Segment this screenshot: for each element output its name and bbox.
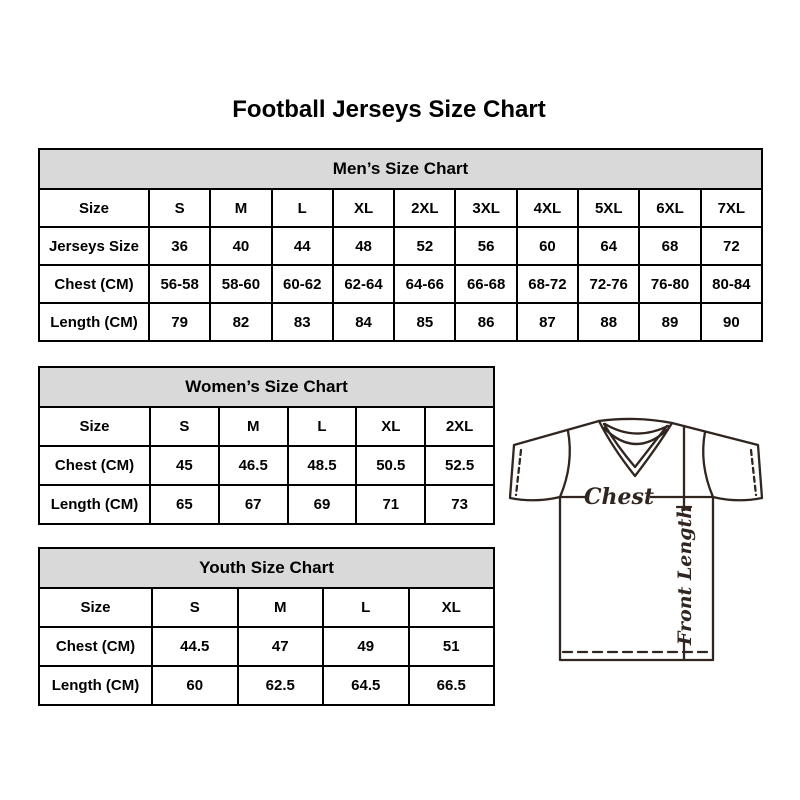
table-row: [39, 227, 762, 265]
value-cell: 67: [219, 485, 288, 524]
value-cell: L: [272, 189, 333, 227]
row-label-cell: Jerseys Size: [39, 227, 149, 265]
value-cell: 51: [409, 627, 495, 666]
value-cell: 3XL: [455, 189, 516, 227]
value-cell: 7XL: [701, 189, 762, 227]
table-row: [39, 588, 494, 627]
table-header-row: [39, 149, 762, 189]
table-row: [39, 485, 494, 524]
value-cell: M: [219, 407, 288, 446]
value-cell: M: [238, 588, 324, 627]
value-cell: 64: [578, 227, 639, 265]
value-cell: 76-80: [639, 265, 700, 303]
womens-size-chart-section: [38, 366, 495, 525]
value-cell: 60: [517, 227, 578, 265]
table-title: Men’s Size Chart: [39, 149, 762, 189]
value-cell: 80-84: [701, 265, 762, 303]
value-cell: 50.5: [356, 446, 425, 485]
value-cell: 56: [455, 227, 516, 265]
table-row: [39, 303, 762, 341]
right-cuff-stitch-line: [751, 450, 756, 495]
value-cell: 86: [455, 303, 516, 341]
value-cell: 72: [701, 227, 762, 265]
value-cell: 60: [152, 666, 238, 705]
left-armhole-seam: [560, 431, 570, 497]
value-cell: 64.5: [323, 666, 409, 705]
jersey-measurement-diagram: [506, 414, 766, 666]
row-label-cell: Size: [39, 588, 152, 627]
value-cell: 90: [701, 303, 762, 341]
value-cell: 44: [272, 227, 333, 265]
value-cell: 84: [333, 303, 394, 341]
page-title: Football Jerseys Size Chart: [232, 96, 546, 123]
table-title: Youth Size Chart: [39, 548, 494, 588]
value-cell: 83: [272, 303, 333, 341]
value-cell: S: [149, 189, 210, 227]
value-cell: 6XL: [639, 189, 700, 227]
youth-size-table: [38, 547, 495, 706]
table-row: [39, 265, 762, 303]
table-row: [39, 627, 494, 666]
row-label-cell: Size: [39, 407, 150, 446]
row-label-cell: Chest (CM): [39, 446, 150, 485]
value-cell: 66.5: [409, 666, 495, 705]
value-cell: 40: [210, 227, 271, 265]
value-cell: 64-66: [394, 265, 455, 303]
value-cell: 71: [356, 485, 425, 524]
value-cell: 56-58: [149, 265, 210, 303]
value-cell: XL: [333, 189, 394, 227]
value-cell: 65: [150, 485, 219, 524]
row-label-cell: Chest (CM): [39, 627, 152, 666]
value-cell: 4XL: [517, 189, 578, 227]
value-cell: L: [323, 588, 409, 627]
value-cell: 2XL: [394, 189, 455, 227]
row-label-cell: Length (CM): [39, 666, 152, 705]
jersey-outline: [510, 419, 762, 660]
value-cell: 48: [333, 227, 394, 265]
youth-size-chart-section: [38, 547, 495, 706]
value-cell: 5XL: [578, 189, 639, 227]
value-cell: 44.5: [152, 627, 238, 666]
collar-back-curve-1: [605, 424, 668, 434]
row-label-cell: Length (CM): [39, 303, 149, 341]
value-cell: 87: [517, 303, 578, 341]
value-cell: XL: [409, 588, 495, 627]
value-cell: 82: [210, 303, 271, 341]
value-cell: M: [210, 189, 271, 227]
front-length-label: Front Length: [674, 504, 696, 646]
value-cell: 88: [578, 303, 639, 341]
value-cell: 47: [238, 627, 324, 666]
value-cell: S: [150, 407, 219, 446]
value-cell: 85: [394, 303, 455, 341]
row-label-cell: Size: [39, 189, 149, 227]
value-cell: 36: [149, 227, 210, 265]
value-cell: 73: [425, 485, 494, 524]
table-header-row: [39, 367, 494, 407]
value-cell: 68: [639, 227, 700, 265]
value-cell: 69: [288, 485, 357, 524]
value-cell: 62-64: [333, 265, 394, 303]
value-cell: S: [152, 588, 238, 627]
value-cell: 72-76: [578, 265, 639, 303]
value-cell: 60-62: [272, 265, 333, 303]
mens-size-chart-section: [38, 148, 763, 342]
table-row: [39, 407, 494, 446]
mens-size-table: [38, 148, 763, 342]
table-title: Women’s Size Chart: [39, 367, 494, 407]
value-cell: 68-72: [517, 265, 578, 303]
row-label-cell: Chest (CM): [39, 265, 149, 303]
table-header-row: [39, 548, 494, 588]
chest-label: Chest: [583, 484, 655, 510]
row-label-cell: Length (CM): [39, 485, 150, 524]
right-armhole-seam: [703, 432, 713, 497]
value-cell: 52: [394, 227, 455, 265]
table-row: [39, 666, 494, 705]
value-cell: 79: [149, 303, 210, 341]
value-cell: 45: [150, 446, 219, 485]
value-cell: 46.5: [219, 446, 288, 485]
value-cell: 52.5: [425, 446, 494, 485]
value-cell: L: [288, 407, 357, 446]
table-row: [39, 189, 762, 227]
table-row: [39, 446, 494, 485]
value-cell: 66-68: [455, 265, 516, 303]
value-cell: 62.5: [238, 666, 324, 705]
value-cell: 89: [639, 303, 700, 341]
left-cuff-stitch-line: [516, 450, 521, 495]
value-cell: 58-60: [210, 265, 271, 303]
value-cell: 48.5: [288, 446, 357, 485]
womens-size-table: [38, 366, 495, 525]
value-cell: 49: [323, 627, 409, 666]
value-cell: XL: [356, 407, 425, 446]
value-cell: 2XL: [425, 407, 494, 446]
